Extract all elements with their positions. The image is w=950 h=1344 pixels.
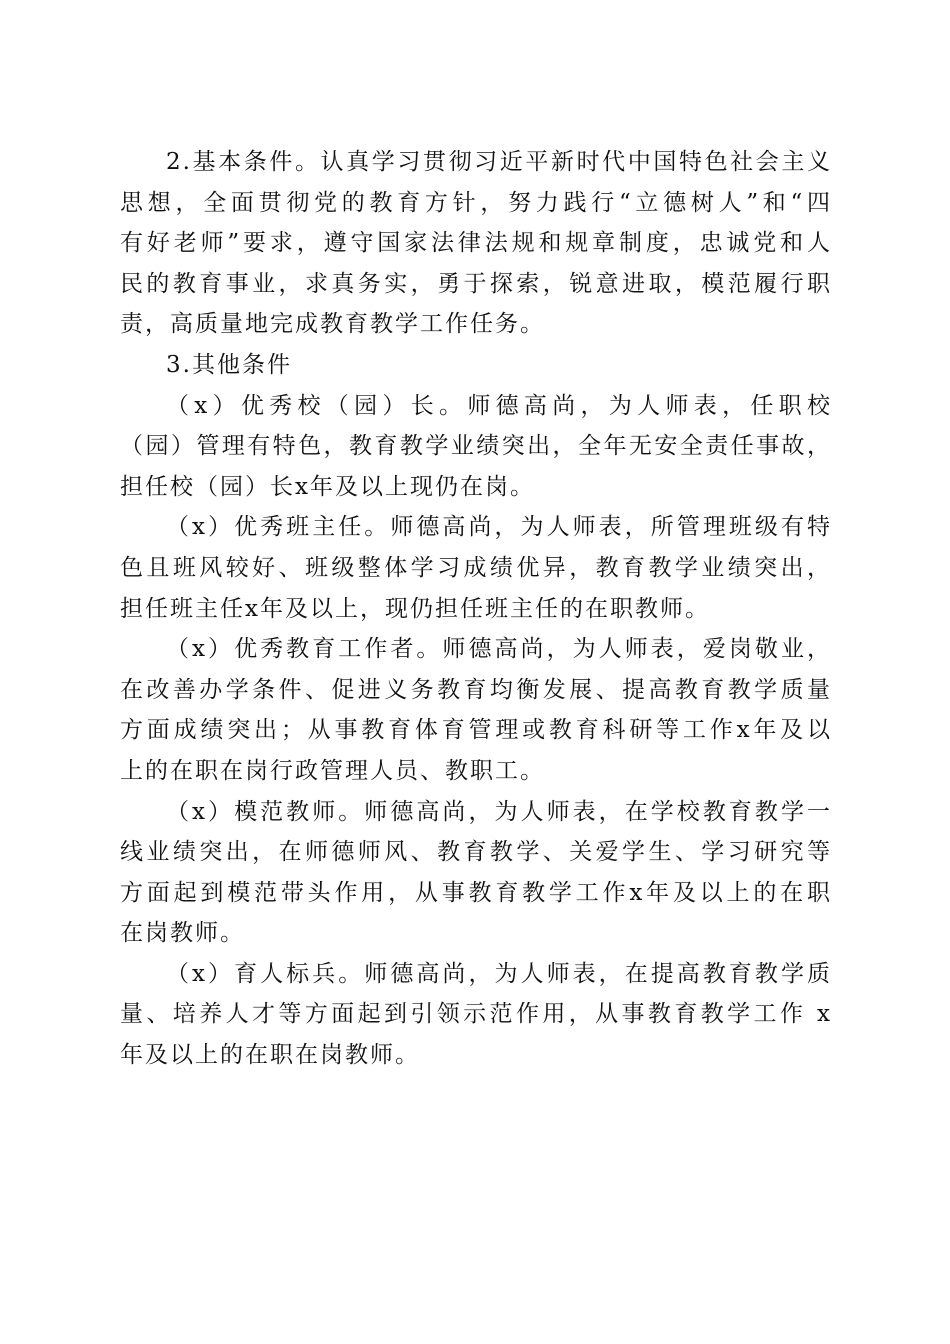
paragraph-education-model [120, 954, 832, 1076]
paragraph-line: （x）优秀教育工作者。师德高尚，为人师表，爱岗敬业， [166, 636, 832, 663]
paragraph-line: 3.其他条件 [166, 351, 292, 378]
paragraph-line: 年及以上的在职在岗教师。 [120, 1042, 420, 1069]
paragraph-line: 线业绩突出，在师德师风、教育教学、关爱学生、学习研究等 [120, 839, 832, 866]
paragraph-line: 色且班风较好、班级整体学习成绩优异，教育教学业绩突出， [120, 554, 832, 581]
paragraph-line: （x）优秀校（园）长。师德高尚，为人师表，任职校 [166, 392, 832, 419]
paragraph-other-conditions [120, 345, 832, 386]
paragraph-excellent-head-teacher [120, 507, 832, 629]
paragraph-line: 民的教育事业，求真务实，勇于探索，锐意进取，模范履行职 [120, 270, 832, 297]
paragraph-excellent-principal [120, 386, 832, 508]
paragraph-line: 方面起到模范带头作用，从事教育教学工作x年及以上的在职 [120, 879, 832, 906]
paragraph-basic-conditions [120, 142, 832, 345]
paragraph-line: 上的在职在岗行政管理人员、教职工。 [120, 757, 545, 784]
paragraph-line: 担任班主任x年及以上，现仍担任班主任的在职教师。 [120, 595, 710, 622]
paragraph-line: 责，高质量地完成教育教学工作任务。 [120, 311, 545, 338]
paragraph-line: 2.基本条件。认真学习贯彻习近平新时代中国特色社会主义 [166, 149, 832, 175]
paragraph-line: 量、培养人才等方面起到引领示范作用，从事教育教学工作 x [120, 1001, 832, 1028]
paragraph-line: （x）模范教师。师德高尚，为人师表，在学校教育教学一 [166, 798, 832, 825]
paragraph-line: 担任校（园）长x年及以上现仍在岗。 [120, 473, 535, 500]
paragraph-line: （x）优秀班主任。师德高尚，为人师表，所管理班级有特 [166, 514, 832, 541]
paragraph-line: （园）管理有特色，教育教学业绩突出，全年无安全责任事故， [120, 433, 832, 460]
paragraph-line: （x）育人标兵。师德高尚，为人师表，在提高教育教学质 [166, 960, 832, 987]
paragraph-line: 在岗教师。 [120, 920, 245, 947]
paragraph-line: 思想，全面贯彻党的教育方针，努力践行“立德树人”和“四 [120, 189, 832, 216]
paragraph-model-teacher [120, 792, 832, 954]
paragraph-line: 方面成绩突出；从事教育体育管理或教育科研等工作x年及以 [120, 717, 832, 744]
paragraph-line: 有好老师”要求，遵守国家法律法规和规章制度，忠诚党和人 [120, 230, 832, 257]
paragraph-excellent-education-worker [120, 629, 832, 791]
paragraph-line: 在改善办学条件、促进义务教育均衡发展、提高教育教学质量 [120, 676, 832, 703]
document-body [120, 142, 832, 1076]
